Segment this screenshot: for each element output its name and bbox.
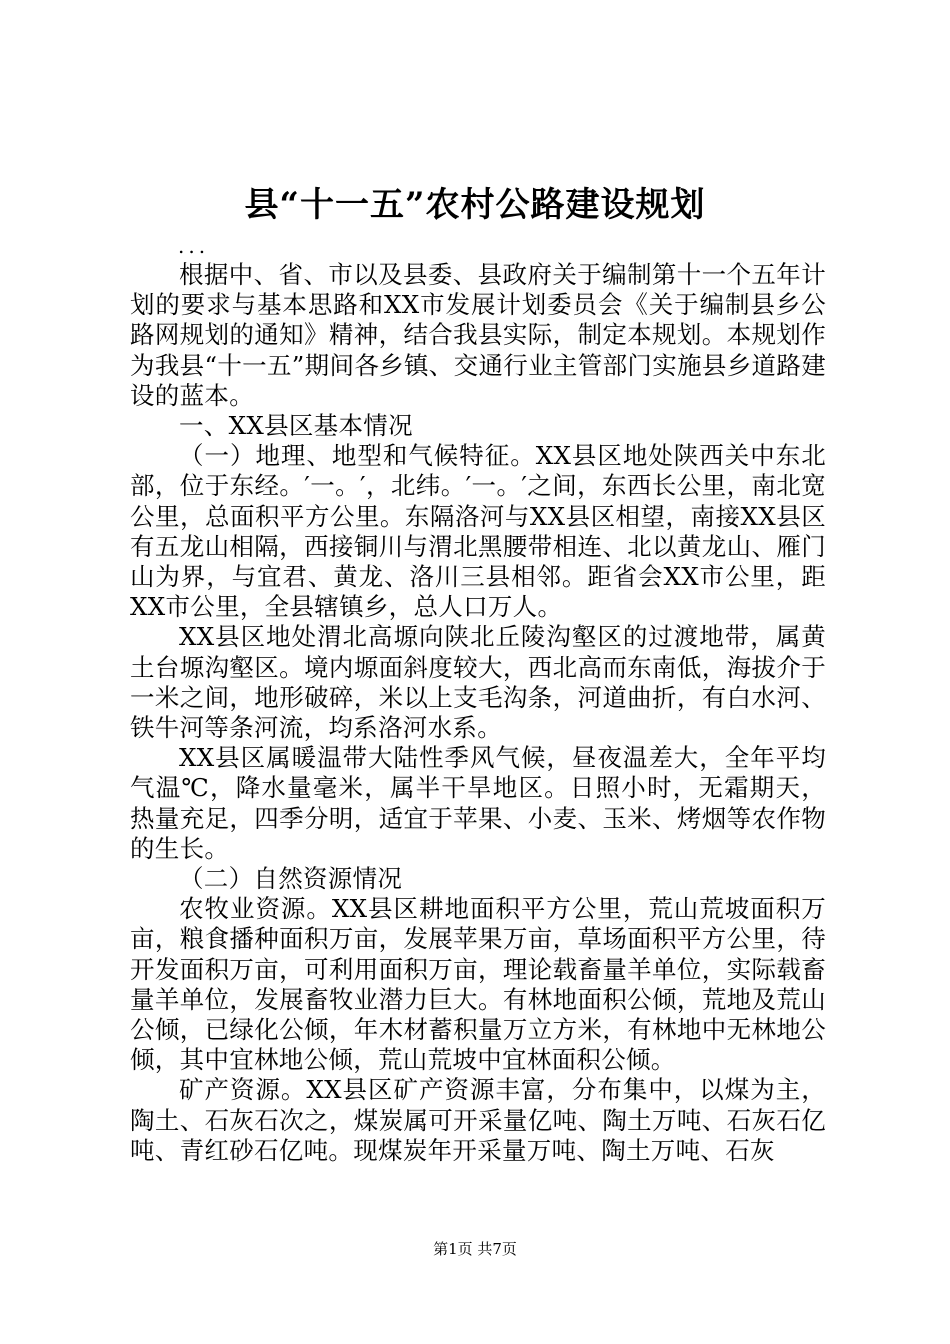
page-footer: 第1页 共7页 [433, 1240, 517, 1258]
paragraph-minerals: 矿产资源。XX县区矿产资源丰富，分布集中，以煤为主，陶土、石灰石次之，煤炭属可开采量亿吨、陶土万吨、石灰石亿吨、青红砂石亿吨。现煤炭年开采量万吨、陶土万吨、石灰 [130, 1075, 826, 1165]
subsection-heading-natural-resources: （二）自然资源情况 [179, 864, 403, 894]
paragraph-agriculture: 农牧业资源。XX县区耕地面积平方公里，荒山荒坡面积万亩，粮食播种面积万亩，发展苹果万亩，草场面积平方公里，待开发面积万亩，可利用面积万亩，理论载畜量羊单位，实际载畜量羊单位，发展畜牧业潜力巨大。有林地面积公倾，荒地及荒山公倾，已绿化公倾，年木材蓄积量万立方米，有林地中无林地公倾，其中宜林地公倾，荒山荒坡中宜林面积公倾。 [130, 894, 826, 1075]
document-title: 县“十一五”农村公路建设规划 [244, 185, 706, 225]
paragraph-geography: （一）地理、地型和气候特征。XX县区地处陕西关中东北部，位于东经。′一。′，北纬。′一。′之间，东西长公里，南北宽公里，总面积平方公里。东隔洛河与XX县区相望，南接XX县区有五龙山相隔，西接铜川与渭北黑腰带相连、北以黄龙山、雁门山为界，与宜君、黄龙、洛川三县相邻。距省会XX市公里，距XX市公里，全县辖镇乡，总人口万人。 [130, 441, 826, 622]
paragraph-intro: 根据中、省、市以及县委、县政府关于编制第十一个五年计划的要求与基本思路和XX市发展计划委员会《关于编制县乡公路网规划的通知》精神，结合我县实际，制定本规划。本规划作为我县“十一五”期间各乡镇、交通行业主管部门实施县乡道路建设的蓝本。 [130, 260, 826, 410]
document-body [130, 260, 826, 1166]
paragraph-terrain: XX县区地处渭北高塬向陕北丘陵沟壑区的过渡地带，属黄土台塬沟壑区。境内塬面斜度较大，西北高而东南低，海拔介于一米之间，地形破碎，米以上支毛沟条，河道曲折，有白水河、铁牛河等条河流，均系洛河水系。 [130, 622, 826, 743]
paragraph-climate: XX县区属暖温带大陆性季风气候，昼夜温差大，全年平均气温℃，降水量毫米，属半干旱地区。日照小时，无霜期天，热量充足，四季分明，适宜于苹果、小麦、玉米、烤烟等农作物的生长。 [130, 743, 826, 863]
section-heading-basic-info: 一、XX县区基本情况 [179, 411, 413, 441]
ellipsis-mark: ... [178, 234, 210, 258]
